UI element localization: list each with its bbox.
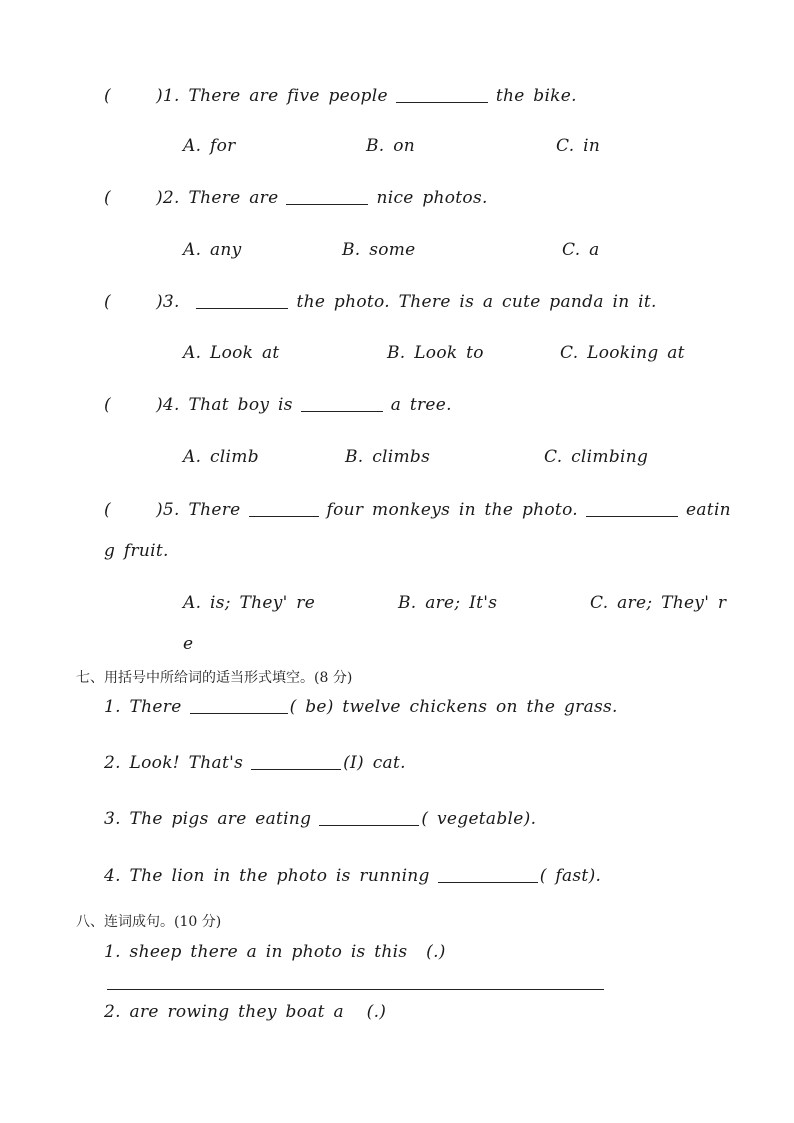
question-text-mid: four monkeys in the photo. xyxy=(326,500,579,520)
answer-paren[interactable]: ( xyxy=(104,500,111,520)
blank[interactable] xyxy=(251,768,341,770)
question-text: There are xyxy=(188,188,279,208)
option-c[interactable]: C. a xyxy=(562,240,600,260)
end-punctuation: (.) xyxy=(366,1002,387,1022)
blank[interactable] xyxy=(319,824,419,826)
answer-paren[interactable]: ( xyxy=(104,395,111,415)
question-number: )4. xyxy=(156,395,180,415)
item-number: 3. xyxy=(104,809,121,829)
blank[interactable] xyxy=(438,881,538,883)
question-text-end: nice photos. xyxy=(376,188,488,208)
option-a[interactable]: A. Look at xyxy=(183,343,280,363)
option-a[interactable]: A. any xyxy=(183,240,242,260)
blank[interactable] xyxy=(286,203,368,205)
item-text-end: (I) cat. xyxy=(343,753,406,773)
question-text: That boy is xyxy=(188,395,293,415)
option-b[interactable]: B. on xyxy=(366,136,415,156)
item-number: 4. xyxy=(104,866,121,886)
section-7-title: 七、用括号中所给词的适当形式填空。(8 分) xyxy=(76,670,353,686)
order-item-1 xyxy=(104,942,446,962)
question-text-end: the photo. There is a cute panda in it. xyxy=(296,292,657,312)
question-number: )1. xyxy=(156,86,180,106)
item-text-end: ( fast). xyxy=(539,866,602,886)
item-text: There xyxy=(129,697,182,717)
fill-item-1 xyxy=(104,697,618,717)
section-8-title: 八、连词成句。(10 分) xyxy=(76,914,222,930)
blank[interactable] xyxy=(586,515,678,517)
order-item-2 xyxy=(104,1002,386,1022)
option-b[interactable]: B. some xyxy=(342,240,416,260)
item-text: The pigs are eating xyxy=(129,809,312,829)
question-5 xyxy=(104,500,731,520)
question-4 xyxy=(104,395,452,415)
option-c[interactable]: C. are; They' r xyxy=(590,593,727,613)
question-number: )5. xyxy=(156,500,180,520)
option-c[interactable]: C. climbing xyxy=(544,447,649,467)
option-b[interactable]: B. climbs xyxy=(345,447,431,467)
scrambled-words: sheep there a in photo is this xyxy=(129,942,408,962)
option-b[interactable]: B. are; It's xyxy=(398,593,498,613)
answer-line[interactable] xyxy=(107,988,604,990)
option-a[interactable]: A. is; They' re xyxy=(183,593,316,613)
scrambled-words: are rowing they boat a xyxy=(129,1002,344,1022)
question-text-end: eatin xyxy=(686,500,731,520)
answer-paren[interactable]: ( xyxy=(104,188,111,208)
fill-item-3 xyxy=(104,809,536,829)
item-number: 1. xyxy=(104,697,121,717)
question-text-end: a tree. xyxy=(390,395,452,415)
blank[interactable] xyxy=(196,307,288,309)
item-text: The lion in the photo is running xyxy=(129,866,430,886)
question-1 xyxy=(104,86,577,106)
item-text-end: ( be) twelve chickens on the grass. xyxy=(289,697,618,717)
question-5-continued: g fruit. xyxy=(104,541,169,561)
option-b[interactable]: B. Look to xyxy=(387,343,484,363)
option-a[interactable]: A. for xyxy=(183,136,236,156)
option-c[interactable]: C. Looking at xyxy=(560,343,685,363)
answer-paren[interactable]: ( xyxy=(104,86,111,106)
answer-paren[interactable]: ( xyxy=(104,292,111,312)
item-number: 1. xyxy=(104,942,121,962)
blank[interactable] xyxy=(249,515,319,517)
question-number: )2. xyxy=(156,188,180,208)
end-punctuation: (.) xyxy=(426,942,446,962)
question-3 xyxy=(104,292,657,312)
question-2 xyxy=(104,188,488,208)
option-c-continued: e xyxy=(183,634,194,654)
question-text-end: the bike. xyxy=(495,86,577,106)
question-text: There are five people xyxy=(188,86,388,106)
blank[interactable] xyxy=(301,410,383,412)
question-number: )3. xyxy=(156,292,180,312)
blank[interactable] xyxy=(396,101,488,103)
item-text-end: ( vegetable). xyxy=(421,809,537,829)
item-number: 2. xyxy=(104,1002,121,1022)
fill-item-2 xyxy=(104,753,406,773)
question-text: There xyxy=(188,500,241,520)
blank[interactable] xyxy=(190,712,288,714)
option-c[interactable]: C. in xyxy=(556,136,601,156)
item-number: 2. xyxy=(104,753,121,773)
fill-item-4 xyxy=(104,866,601,886)
item-text: Look! That's xyxy=(129,753,244,773)
option-a[interactable]: A. climb xyxy=(183,447,259,467)
